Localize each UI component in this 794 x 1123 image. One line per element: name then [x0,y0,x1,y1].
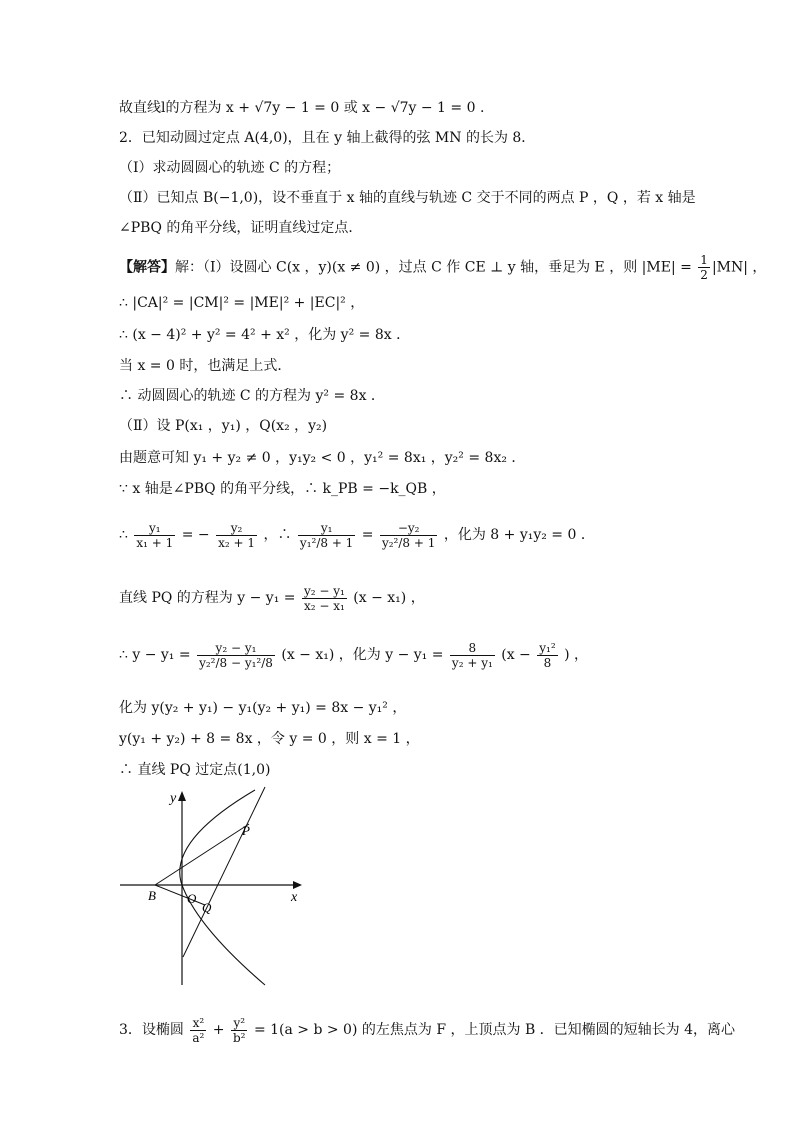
fraction-y1-x1 [134,521,175,550]
line-1: 故直线l的方程为 x + √7y − 1 = 0 或 x − √7y − 1 = 0 . [119,100,485,116]
frac-num: y₁ [134,521,175,536]
frac-num: y₂ [216,521,257,536]
y-label: y [170,791,177,806]
x-axis-arrow [293,881,302,889]
frac-num: y₂ − y₁ [303,583,345,598]
line-16-tail: ) ， [564,647,589,663]
frac-num: 8 [450,641,495,656]
problem-2-part-2: （Ⅱ）已知点 B(−1,0)，设不垂直于 x 轴的直线与轨迹 C 交于不同的两点 P ，Q ，若 x 轴是 [119,190,696,206]
line-14-tail: ，化为 8 + y₁y₂ = 0 ． [443,527,595,543]
frac-num: y₂ − y₁ [197,641,275,656]
frac-den: y₂ + y₁ [451,655,493,670]
solution-intro [119,253,766,282]
o-label: O [187,891,197,906]
solution-line-14 [119,512,595,558]
solution-label: 【解答】 [119,259,175,276]
solution-line-7: ∴ |CA|² = |CM|² = |ME|² + |EC|² ， [119,295,365,311]
parabola-figure [115,785,315,990]
solution-line-17: 化为 y(y₂ + y₁) − y₁(y₂ + y₁) = 8x − y₁² ， [119,700,407,716]
frac-den: b² [232,1030,246,1045]
solution-line-11: （Ⅱ）设 P(x₁ ，y₁) ，Q(x₂ ，y₂) [119,418,328,434]
fraction-8 [450,641,495,670]
fraction-y2-x2 [216,521,257,550]
therefore-symbol: ∴ [119,527,128,543]
solution-line-8: ∴ (x − 4)² + y² = 4² + x² ，化为 y² = 8x ． [119,327,411,343]
line-15-tail: (x − x₁) ， [353,590,425,606]
equals-minus: = − [181,527,210,543]
fraction-y1sq-8 [537,641,557,670]
fraction-slope [302,584,347,613]
plus-sign: + [212,1022,225,1038]
fraction-x2-a2 [190,1016,206,1045]
fraction-slope-2 [197,641,275,670]
therefore-symbol-2: ，∴ [263,527,292,543]
frac-den: y₂²/8 − y₁²/8 [199,655,273,670]
problem-2-statement: 2．已知动圆过定点 A(4,0)，且在 y 轴上截得的弦 MN 的长为 8． [119,130,536,146]
p-label: P [242,823,250,838]
problem-3-head: 3．设椭圆 [119,1022,184,1038]
y-axis-arrow [178,791,186,801]
frac-den: x₂ + 1 [218,535,256,550]
line-15-head: 直线 PQ 的方程为 y − y₁ = [119,590,296,606]
frac-den: x₂ − x₁ [303,598,345,613]
fraction-y2-sq [380,521,437,550]
frac-den: y₁²/8 + 1 [299,535,354,550]
x-label: x [291,890,298,905]
problem-2-part-2-cont: ∠PBQ 的角平分线，证明直线过定点． [119,220,363,236]
problem-2-part-1: （Ⅰ）求动圆圆心的轨迹 C 的方程； [119,160,341,176]
solution-text-a: 解：（Ⅰ）设圆心 C(x ，y)(x ≠ 0) ，过点 C 作 CE ⊥ y 轴，垂足为 E ，则 |ME| = [175,259,697,276]
line-16-mid: (x − x₁) ，化为 y − y₁ = [281,647,444,663]
problem-3-tail: = 1(a > b > 0) 的左焦点为 F ，上顶点为 B ．已知椭圆的短轴长为 4，离心 [253,1022,736,1038]
frac-den: y₂²/8 + 1 [381,535,436,550]
frac-num: −y₂ [380,521,437,536]
line-bq [155,885,205,905]
frac-num: y₁² [539,640,556,655]
solution-line-12: 由题意可知 y₁ + y₂ ≠ 0 ，y₁y₂ < 0 ，y₁² = 8x₁ ，y₂² = 8x₂ ． [119,450,526,466]
line-pq [183,787,265,957]
solution-line-15 [119,578,425,618]
frac-num: x² [190,1016,206,1031]
b-label: B [148,888,156,903]
frac-num: y² [231,1016,248,1031]
line-bp [155,824,249,885]
half-den: 2 [700,268,708,282]
solution-line-10: ∴ 动圆圆心的轨迹 C 的方程为 y² = 8x ． [119,388,385,404]
solution-line-16 [119,630,588,680]
line-16-head: ∴ y − y₁ = [119,647,191,663]
equals-sign: = [361,527,374,543]
solution-text-b: |MN| ， [711,259,767,276]
solution-line-18: y(y₁ + y₂) + 8 = 8x ，令 y = 0 ，则 x = 1 ， [119,731,420,747]
half-num: 1 [700,253,708,267]
frac-den: 8 [543,655,552,670]
q-label: Q [202,900,212,915]
solution-line-13: ∵ x 轴是∠PBQ 的角平分线，∴ k_PB = −k_QB ， [119,481,446,497]
half-fraction [698,253,710,282]
frac-den: x₁ + 1 [136,535,174,550]
frac-num: y₁ [298,521,355,536]
fraction-y1-sq [298,521,355,550]
problem-3-statement [119,1010,735,1050]
line-16-paren: (x − [501,647,531,663]
fraction-y2-b2 [231,1016,248,1045]
solution-line-19: ∴ 直线 PQ 过定点(1,0) [119,762,271,778]
solution-line-9: 当 x = 0 时，也满足上式． [119,358,292,374]
frac-den: a² [192,1030,205,1045]
parabola-curve [180,790,265,985]
